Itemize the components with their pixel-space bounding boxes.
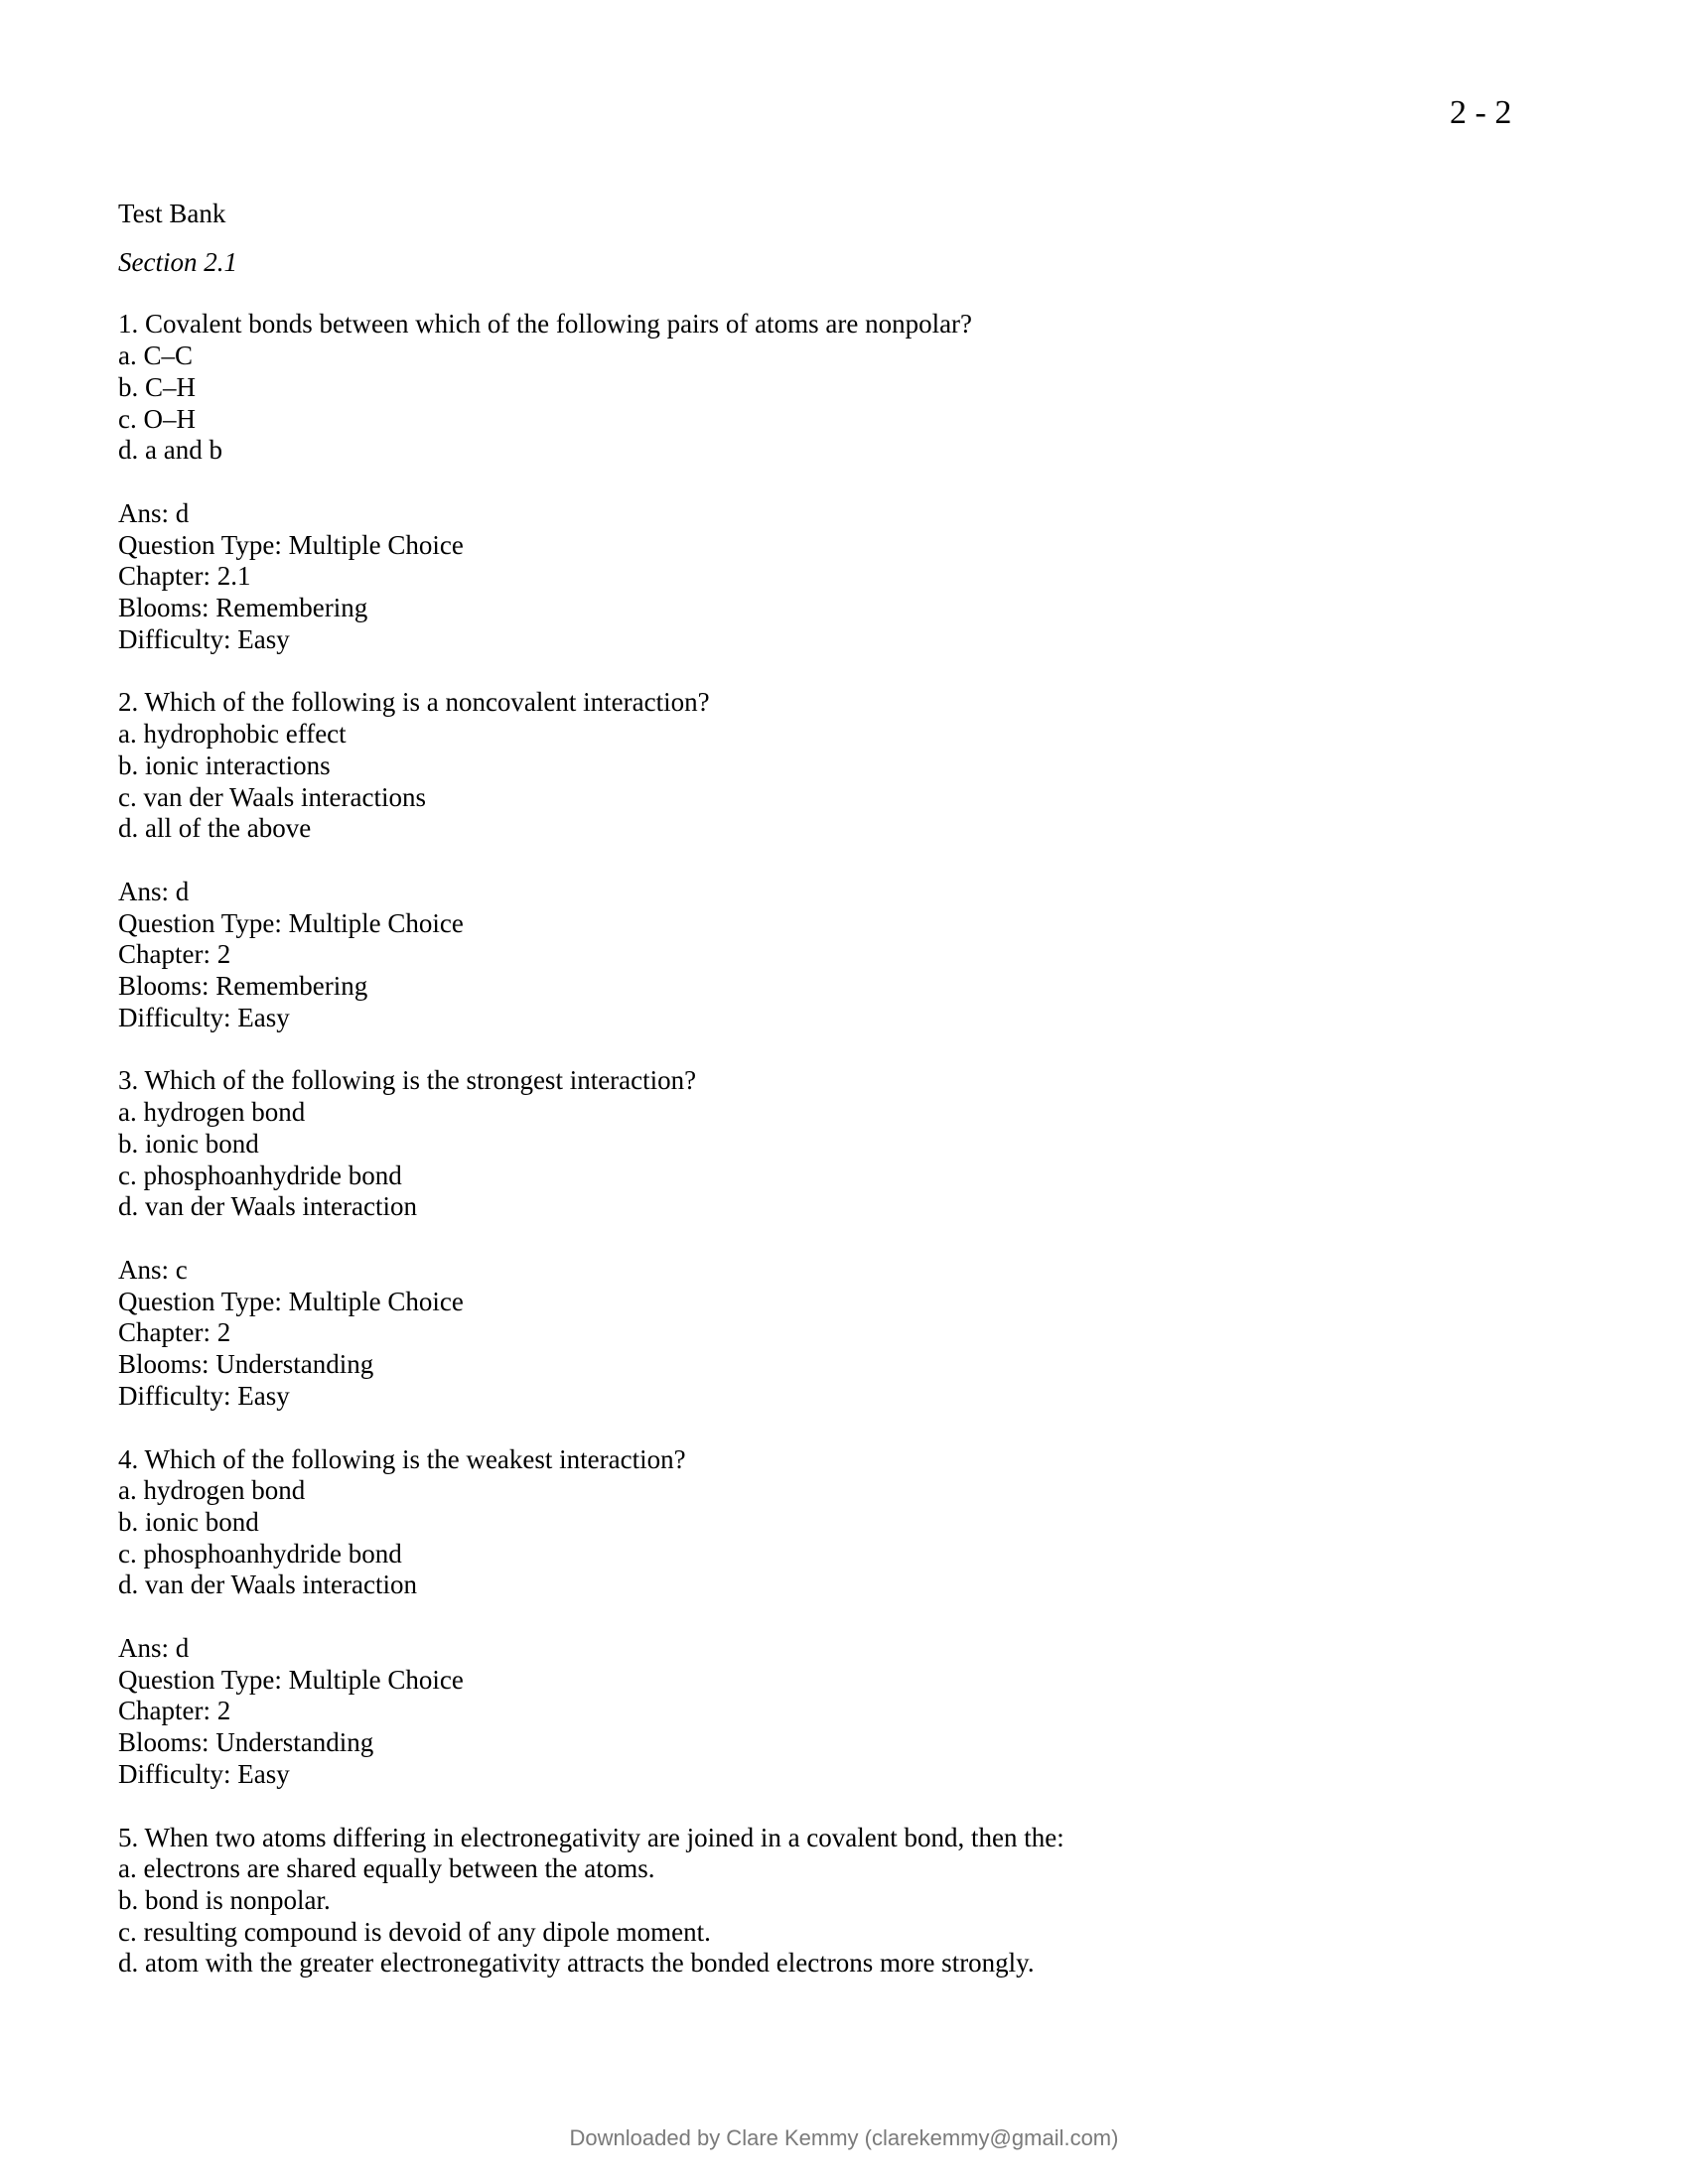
option-a: a. electrons are shared equally between the atoms. bbox=[118, 1853, 655, 1884]
question-type: Question Type: Multiple Choice bbox=[118, 1286, 464, 1316]
question-block bbox=[118, 687, 1508, 1033]
question-text: 2. Which of the following is a noncovalent interaction? bbox=[118, 687, 710, 718]
option-d: d. van der Waals interaction bbox=[118, 1191, 417, 1222]
option-d: d. a and b bbox=[118, 435, 222, 466]
question-text: 5. When two atoms differing in electronegativity are joined in a covalent bond, then the: bbox=[118, 1822, 1064, 1852]
question-metadata bbox=[118, 1255, 1508, 1413]
question-block bbox=[118, 1065, 1508, 1412]
option-b: b. bond is nonpolar. bbox=[118, 1884, 331, 1915]
option-a: a. hydrophobic effect bbox=[118, 719, 347, 750]
option-d: d. all of the above bbox=[118, 813, 312, 844]
option-c: c. phosphoanhydride bond bbox=[118, 1538, 402, 1569]
answer: Ans: d bbox=[118, 876, 190, 906]
answer: Ans: d bbox=[118, 497, 190, 528]
blooms: Blooms: Understanding bbox=[118, 1727, 374, 1758]
option-d: d. atom with the greater electronegativity attracts the bonded electrons more strongly. bbox=[118, 1948, 1035, 1979]
question-type: Question Type: Multiple Choice bbox=[118, 907, 464, 938]
option-a: a. hydrogen bond bbox=[118, 1097, 306, 1128]
option-c: c. van der Waals interactions bbox=[118, 781, 426, 812]
option-b: b. ionic bond bbox=[118, 1128, 259, 1159]
blooms: Blooms: Remembering bbox=[118, 593, 368, 623]
option-a: a. hydrogen bond bbox=[118, 1475, 306, 1506]
option-a: a. C–C bbox=[118, 341, 194, 371]
question-block bbox=[118, 1444, 1508, 1791]
chapter: Chapter: 2 bbox=[118, 1317, 231, 1348]
answer: Ans: c bbox=[118, 1254, 188, 1285]
blooms: Blooms: Remembering bbox=[118, 971, 368, 1002]
question-block bbox=[118, 309, 1508, 655]
question-text: 3. Which of the following is the strongest interaction? bbox=[118, 1065, 697, 1096]
section-heading: Section 2.1 bbox=[118, 246, 237, 277]
option-b: b. C–H bbox=[118, 371, 197, 402]
chapter: Chapter: 2.1 bbox=[118, 561, 251, 592]
option-d: d. van der Waals interaction bbox=[118, 1570, 417, 1600]
document-title: Test Bank bbox=[118, 199, 226, 228]
question-metadata bbox=[118, 498, 1508, 656]
option-c: c. phosphoanhydride bond bbox=[118, 1160, 402, 1190]
chapter: Chapter: 2 bbox=[118, 939, 231, 970]
difficulty: Difficulty: Easy bbox=[118, 623, 290, 654]
option-c: c. O–H bbox=[118, 403, 196, 434]
question-type: Question Type: Multiple Choice bbox=[118, 529, 464, 560]
option-b: b. ionic bond bbox=[118, 1506, 259, 1537]
document-body bbox=[118, 199, 1508, 1979]
option-b: b. ionic interactions bbox=[118, 750, 331, 780]
question-metadata bbox=[118, 877, 1508, 1034]
difficulty: Difficulty: Easy bbox=[118, 1758, 290, 1789]
answer: Ans: d bbox=[118, 1633, 190, 1664]
question-type: Question Type: Multiple Choice bbox=[118, 1664, 464, 1695]
download-footer: Downloaded by Clare Kemmy (clarekemmy@gmail.com) bbox=[569, 2125, 1119, 2150]
blooms: Blooms: Understanding bbox=[118, 1349, 374, 1380]
question-text: 4. Which of the following is the weakest interaction? bbox=[118, 1443, 686, 1474]
question-text: 1. Covalent bonds between which of the following pairs of atoms are nonpolar? bbox=[118, 309, 973, 340]
question-metadata bbox=[118, 1633, 1508, 1791]
difficulty: Difficulty: Easy bbox=[118, 1380, 290, 1411]
question-block bbox=[118, 1823, 1508, 1980]
difficulty: Difficulty: Easy bbox=[118, 1002, 290, 1032]
option-c: c. resulting compound is devoid of any dipole moment. bbox=[118, 1916, 711, 1947]
page-number: 2 - 2 bbox=[1450, 94, 1512, 131]
chapter: Chapter: 2 bbox=[118, 1696, 231, 1726]
